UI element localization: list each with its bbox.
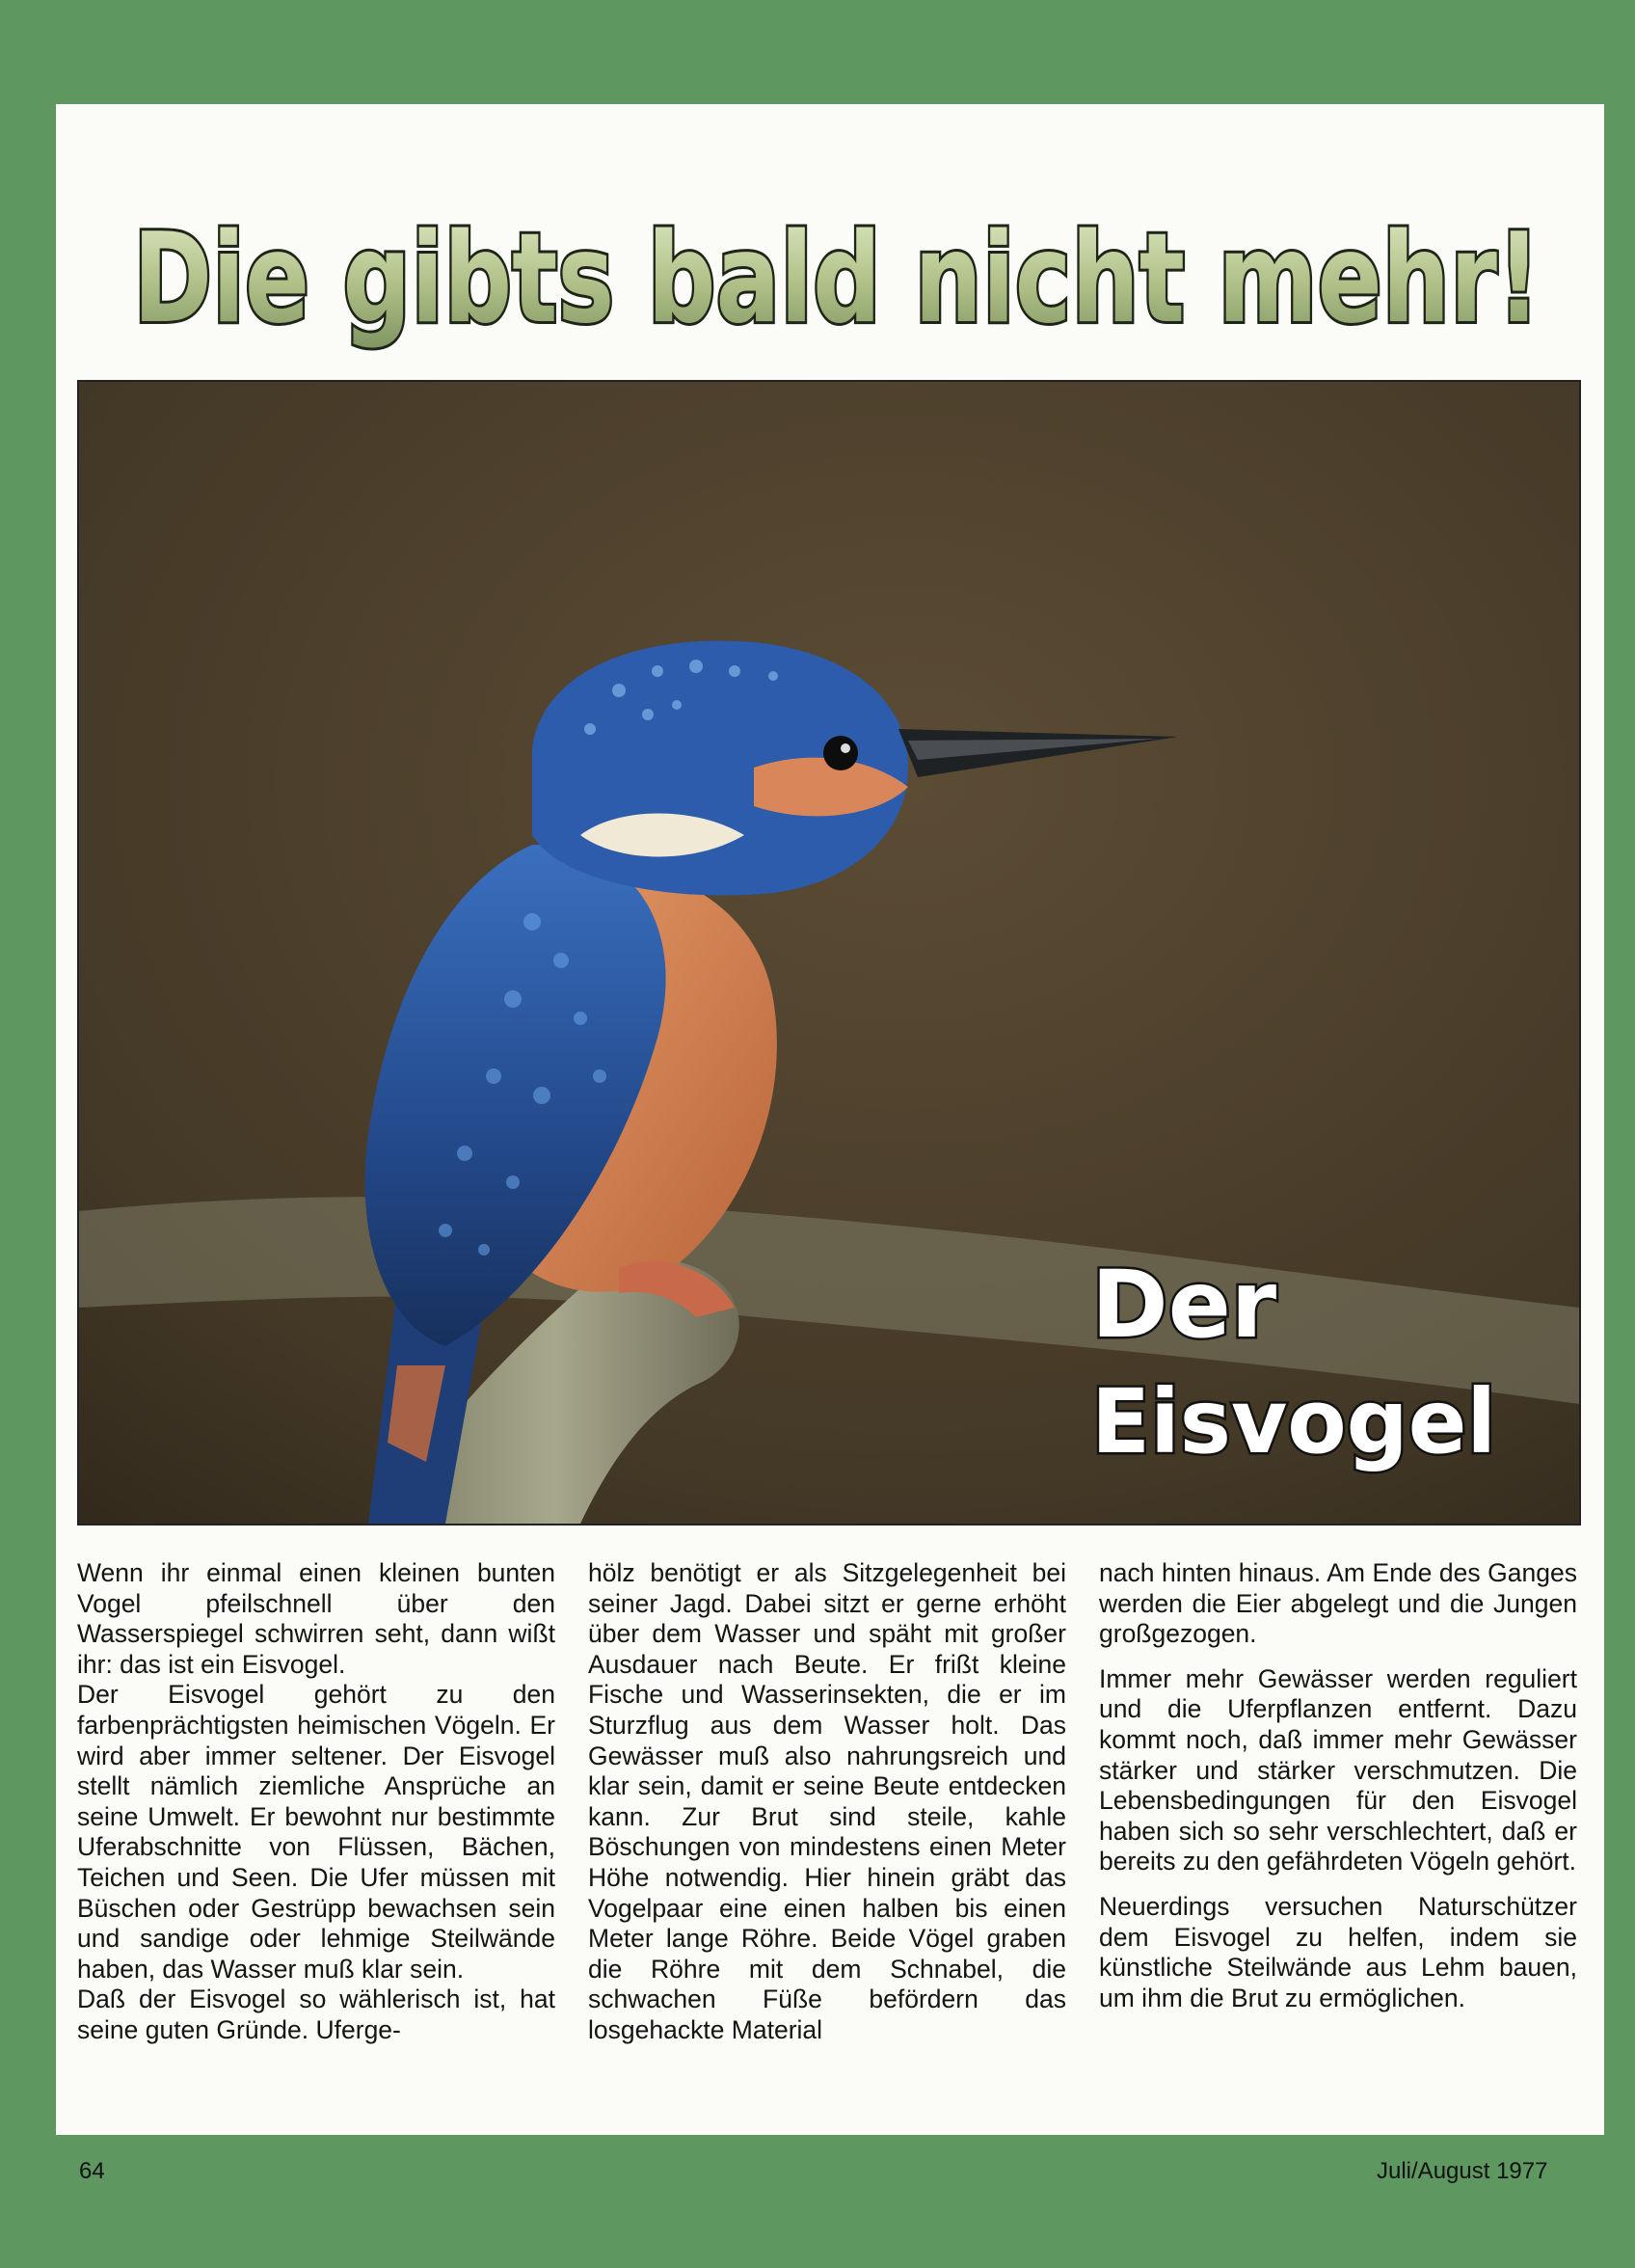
page-number: 64 (79, 2158, 105, 2184)
headline-text: Die gibts bald nicht mehr! (133, 207, 1541, 351)
paragraph: hölz benötigt er als Sitzgelegenheit bei seiner Jagd. Dabei sitzt er gerne erhöht über dem Wasser und späht mit großer Ausdauer nach Beute. Er frißt kleine Fische und Wasserinsekten, die er im Sturzflug aus dem Wasser holt. Das Gewässer muß also nahrungsreich und klar sein, damit er seine Beute entdecken kann. Zur Brut sind steile, kahle Böschungen von mindestens einen Meter Höhe notwendig. Hier hinein gräbt das Vogelpaar eine einen halben bis einen Meter lange Röhre. Beide Vögel graben die Röhre mit dem Schnabel, die schwachen Füße befördern das losgehackte Material (588, 1558, 1066, 2044)
photo-caption (1082, 1230, 1506, 1520)
paragraph: Wenn ihr einmal einen kleinen bunten Vogel pfeilschnell über den Wasserspiegel schwirren seht, dann wißt ihr: das ist ein Eisvogel. (77, 1558, 555, 1679)
issue-date: Juli/August 1977 (1377, 2158, 1548, 2184)
caption-der: Der (1091, 1251, 1277, 1359)
kingfisher-photo (77, 380, 1581, 1526)
headline (114, 143, 1560, 393)
paragraph: Der Eisvogel gehört zu den farbenprächtigsten heimischen Vögeln. Er wird aber immer seltener. Der Eisvogel stellt nämlich ziemliche Ansprüche an seine Umwelt. Er bewohnt nur bestimmte Uferabschnitte von Flüssen, Bächen, Teichen und Seen. Die Ufer müssen mit Büschen oder Gestrüpp bewachsen sein und sandige oder lehmige Steilwände haben, das Wasser muß klar sein. (77, 1680, 555, 1984)
article-column-1 (77, 1558, 555, 2127)
paragraph: Neuerdings versuchen Naturschützer dem Eisvogel zu helfen, indem sie künstliche Steilwände aus Lehm bauen, um ihm die Brut zu ermöglichen. (1099, 1891, 1577, 2012)
article-column-2 (588, 1558, 1066, 2127)
paragraph: Daß der Eisvogel so wählerisch ist, hat seine guten Gründe. Uferge- (77, 1984, 555, 2044)
eye (823, 736, 858, 770)
caption-eisvogel: Eisvogel (1091, 1370, 1496, 1473)
paragraph: nach hinten hinaus. Am Ende des Ganges werden die Eier abgelegt und die Jungen großgezogen. (1099, 1558, 1577, 1649)
paragraph: Immer mehr Gewässer werden reguliert und die Uferpflanzen entfernt. Dazu kommt noch, daß immer mehr Gewässer stärker und stärker verschmutzen. Die Lebensbedingungen für den Eisvogel haben sich so sehr verschlechtert, daß er bereits zu den gefährdeten Vögeln gehört. (1099, 1663, 1577, 1876)
article-body (77, 1558, 1577, 2127)
article-column-3 (1099, 1558, 1577, 2127)
magazine-page (56, 104, 1604, 2135)
